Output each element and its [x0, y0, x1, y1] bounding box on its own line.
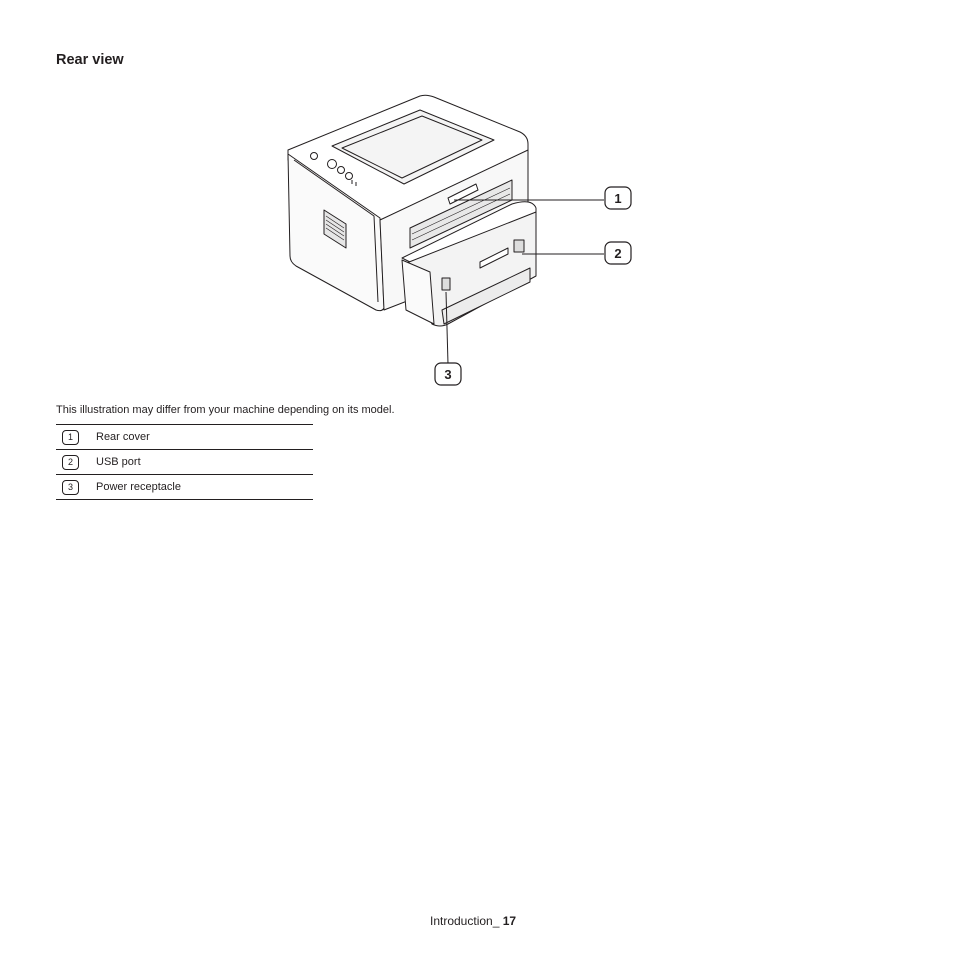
control-button: [346, 173, 353, 180]
svg-text:1: 1: [614, 191, 622, 206]
printer-rear-illustration: [270, 88, 650, 388]
svg-text:2: 2: [614, 246, 622, 261]
control-button: [328, 160, 337, 169]
table-row: [56, 475, 313, 500]
callout-2: [605, 242, 631, 264]
callout-number-badge: 1: [62, 430, 79, 445]
svg-text:3: 3: [444, 367, 452, 382]
part-label: Power receptacle: [96, 481, 181, 493]
callout-3: [435, 363, 461, 385]
part-label: Rear cover: [96, 431, 150, 443]
figure-caption: This illustration may differ from your machine depending on its model.: [56, 404, 395, 416]
page-footer: [430, 914, 516, 928]
part-label: USB port: [96, 456, 141, 468]
control-button: [311, 153, 318, 160]
callout-1: [605, 187, 631, 209]
table-row: [56, 450, 313, 475]
power-receptacle: [442, 278, 450, 290]
table-row: [56, 425, 313, 450]
control-button: [338, 167, 345, 174]
parts-legend-table: [56, 424, 313, 500]
callout-number-badge: 3: [62, 480, 79, 495]
page-number: 17: [502, 914, 517, 928]
callout-number-badge: 2: [62, 455, 79, 470]
footer-chapter: Introduction_: [430, 914, 500, 928]
section-title: Rear view: [56, 52, 124, 68]
usb-port: [514, 240, 524, 252]
